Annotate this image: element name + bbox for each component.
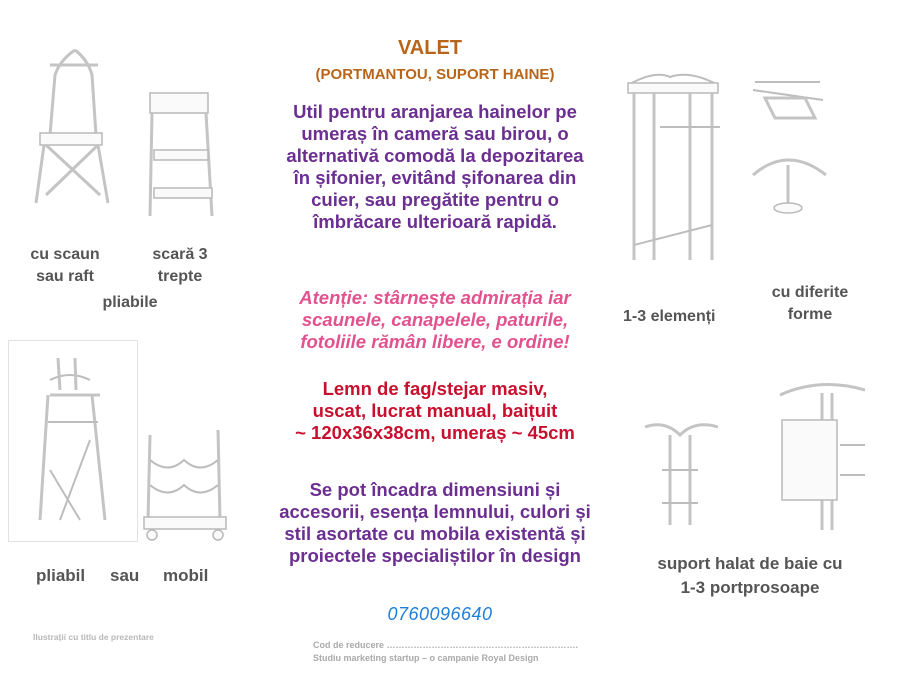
label-ladder (140, 244, 220, 288)
page-title: VALET (397, 37, 463, 59)
bathrobe-stand-image (640, 415, 730, 535)
multi-element-valet-image (620, 65, 725, 265)
description-line: îmbrăcare ulterioară rapidă. (313, 211, 557, 232)
material-line: uscat, lucrat manual, baițuit (312, 400, 558, 421)
label-line: cu scaun (30, 246, 100, 263)
phone-number[interactable]: 0760096640 (387, 604, 493, 624)
label-line: suport halat de baie cu (657, 554, 843, 573)
label-bottom-mobile: mobil (163, 566, 209, 585)
curved-hanger-image (748, 150, 833, 220)
label-line: 1-3 portprosoape (680, 578, 820, 597)
mobile-valet-image (138, 425, 230, 545)
label-foldable: pliabile (102, 294, 158, 311)
label-elements: 1-3 elemenți (623, 308, 716, 325)
description-line: cuier, sau pregătite pentru o (311, 189, 559, 210)
label-forms (755, 282, 865, 326)
foldable-valet-image (30, 350, 120, 530)
page-subtitle: (PORTMANTOU, SUPORT HAINE) (315, 66, 555, 83)
material-line: Lemn de fag/stejar masiv, (322, 378, 548, 399)
description-line: în șifonier, evitând șifonarea din (293, 167, 577, 188)
description-block (250, 101, 620, 233)
material-block (250, 378, 620, 444)
customization-line: stil asortate cu mobila existentă și (284, 523, 586, 544)
label-line: forme (787, 306, 833, 323)
label-bottom-foldable: pliabil (36, 566, 86, 585)
chair-valet-image (30, 45, 120, 210)
warning-line: Atenție: stârnește admirația iar (299, 287, 571, 308)
label-bottom-or: sau (110, 566, 140, 585)
description-line: umeraș în cameră sau birou, o (301, 123, 569, 144)
discount-code: Cod de reducere ………………………………………………………. (313, 640, 579, 650)
label-line: scară 3 (152, 246, 208, 263)
hanger-image (745, 70, 830, 130)
label-line: sau raft (36, 268, 94, 285)
warning-block (250, 287, 620, 353)
customization-line: accesorii, esența lemnului, culori și (279, 501, 591, 522)
label-line: cu diferite (771, 284, 849, 301)
label-bathrobe (630, 552, 870, 600)
customization-block (245, 479, 625, 567)
marketing-study: Studiu marketing startup – o campanie Royal Design (313, 653, 539, 663)
customization-line: proiectele specialiștilor în design (289, 545, 581, 566)
label-line: trepte (157, 268, 203, 285)
description-line: alternativă comodă la depozitarea (286, 145, 584, 166)
illustrations-note: Ilustrații cu titlu de prezentare (33, 632, 154, 642)
material-line: ~ 120x36x38cm, umeraș ~ 45cm (295, 422, 575, 443)
customization-line: Se pot încadra dimensiuni și (309, 479, 561, 500)
warning-line: fotoliile rămân libere, e ordine! (300, 331, 570, 352)
step-ladder-image (140, 88, 220, 223)
warning-line: scaunele, canapelele, paturile, (301, 309, 569, 330)
label-chair (20, 244, 110, 288)
bathrobe-stand-towel-image (770, 375, 875, 535)
description-line: Util pentru aranjarea hainelor pe (293, 101, 577, 122)
